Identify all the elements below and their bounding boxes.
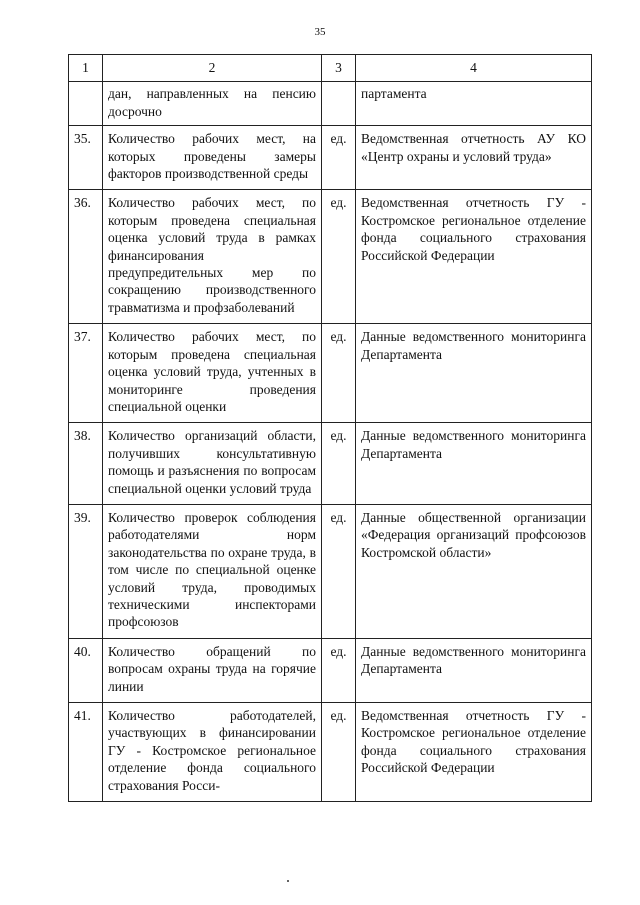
scan-speck: [287, 880, 289, 882]
row-number: [69, 82, 103, 126]
column-header-number: 1: [69, 55, 103, 82]
indicator-description: Количество работодателей, участвующих в финансировании ГУ - Костромское региональное отделение фонда социального страхования Росси-: [103, 703, 322, 802]
row-number: 40.: [69, 638, 103, 702]
table-row: [69, 504, 592, 638]
unit-of-measure: ед.: [322, 703, 356, 802]
table-header-row: [69, 55, 592, 82]
table-row: [69, 703, 592, 802]
indicator-description: Количество рабочих мест, по которым проведена специальная оценка условий труда, учтенных в мониторинге проведения специальной оценки: [103, 324, 322, 423]
unit-of-measure: ед.: [322, 504, 356, 638]
data-source: Ведомственная отчетность АУ КО «Центр охраны и условий труда»: [356, 126, 592, 190]
table-row: [69, 638, 592, 702]
data-source: партамента: [356, 82, 592, 126]
indicator-description: дан, направленных на пенсию досрочно: [103, 82, 322, 126]
data-source: Данные ведомственного мониторинга Департамента: [356, 638, 592, 702]
data-source: Данные общественной организации «Федерация организаций профсоюзов Костромской области»: [356, 504, 592, 638]
unit-of-measure: ед.: [322, 324, 356, 423]
data-source: Данные ведомственного мониторинга Департамента: [356, 423, 592, 505]
unit-of-measure: ед.: [322, 126, 356, 190]
table-row: [69, 324, 592, 423]
table-row: [69, 423, 592, 505]
indicator-description: Количество рабочих мест, по которым проведена специальная оценка условий труда в рамках финансирования предупредительных мер по сокращению производственного травматизма и профзаболеваний: [103, 190, 322, 324]
row-number: 38.: [69, 423, 103, 505]
column-header-unit: 3: [322, 55, 356, 82]
data-source: Ведомственная отчетность ГУ - Костромское региональное отделение фонда социального страхования Российской Федерации: [356, 703, 592, 802]
page-number: 35: [314, 26, 326, 38]
row-number: 39.: [69, 504, 103, 638]
indicator-description: Количество рабочих мест, на которых проведены замеры факторов производственной среды: [103, 126, 322, 190]
indicators-table: [68, 54, 592, 802]
indicator-description: Количество обращений по вопросам охраны труда на горячие линии: [103, 638, 322, 702]
column-header-source: 4: [356, 55, 592, 82]
data-source: Данные ведомственного мониторинга Департамента: [356, 324, 592, 423]
table-row: [69, 82, 592, 126]
table-row: [69, 190, 592, 324]
row-number: 37.: [69, 324, 103, 423]
row-number: 36.: [69, 190, 103, 324]
indicator-description: Количество проверок соблюдения работодателями норм законодательства по охране труда, в том числе по специальной оценке условий труда, проводимых техническими инспекторами профсоюзов: [103, 504, 322, 638]
unit-of-measure: ед.: [322, 190, 356, 324]
unit-of-measure: ед.: [322, 638, 356, 702]
unit-of-measure: [322, 82, 356, 126]
row-number: 41.: [69, 703, 103, 802]
indicator-description: Количество организаций области, получивших консультативную помощь и разъяснения по вопросам специальной оценки условий труда: [103, 423, 322, 505]
row-number: 35.: [69, 126, 103, 190]
data-source: Ведомственная отчетность ГУ - Костромское региональное отделение фонда социального страхования Российской Федерации: [356, 190, 592, 324]
unit-of-measure: ед.: [322, 423, 356, 505]
table-row: [69, 126, 592, 190]
column-header-indicator: 2: [103, 55, 322, 82]
